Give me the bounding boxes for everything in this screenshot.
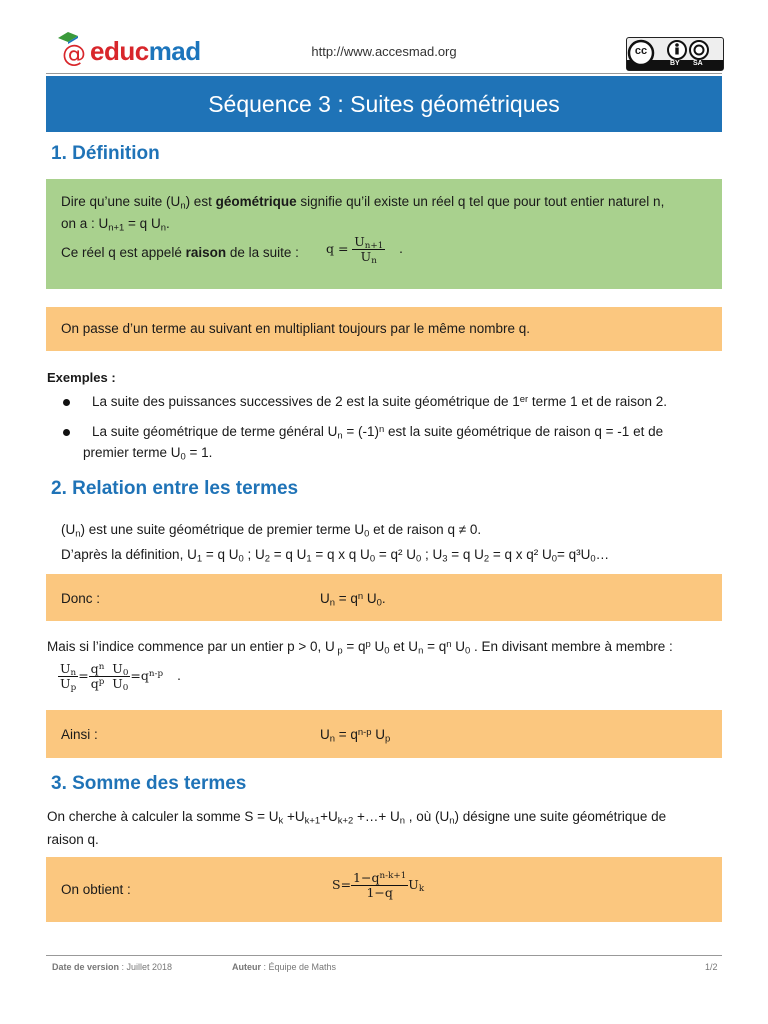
ainsi-box bbox=[46, 710, 722, 758]
examples-title: Exemples : bbox=[47, 370, 116, 385]
cc-license-badge[interactable] bbox=[626, 37, 724, 71]
bullet-icon bbox=[63, 429, 70, 436]
logo[interactable]: educmad bbox=[90, 36, 201, 66]
ainsi-formula: $U_n = q^{n-p}$ $U_p$ bbox=[320, 726, 391, 745]
footer-version: Date de version : Juillet 2018 bbox=[52, 962, 173, 972]
section-heading-definition: 1. Définition bbox=[51, 143, 160, 164]
sa-label: SA bbox=[693, 60, 703, 67]
somme-line-1: On cherche à calculer la somme $S = U_k +U_{k+1}+U_{k+2}$ +…+ $U_n$ , où $(U_n)$ désigne une suite géométrique de bbox=[47, 809, 667, 827]
example-2-line-1: La suite géométrique de terme général $U_n = (-1)^n$ est la suite géométrique de raison q = -1 et de bbox=[92, 423, 664, 442]
mais-line: Mais si l’indice commence par un entier p > 0, U $_p = q^p$ $U_0$ et $U_n = q^n$ $U_0$ . En divisant membre à membre : bbox=[47, 638, 673, 657]
section-heading-somme: 3. Somme des termes bbox=[51, 773, 247, 794]
raison-formula: q = $\frac{U_{n+1}}{U_n}$ . bbox=[326, 234, 403, 266]
note-box bbox=[46, 307, 722, 351]
section-heading-relation: 2. Relation entre les termes bbox=[51, 478, 299, 499]
definition-line-2: on a : $U_{n+1} = q$ $U_n$. bbox=[61, 216, 170, 234]
definition-box bbox=[46, 179, 722, 289]
by-label: BY bbox=[670, 60, 680, 67]
somme-line-2: raison q. bbox=[47, 832, 99, 847]
example-2-line-2: premier terme $U_0 = 1$. bbox=[83, 445, 213, 463]
site-url[interactable]: http://www.accesmad.org bbox=[311, 44, 457, 59]
footer-author: Auteur : Équipe de Maths bbox=[232, 962, 337, 972]
cc-label: cc bbox=[634, 45, 648, 57]
relation-line-1: $(U_n)$ est une suite géométrique de premier terme $U_0$ et de raison q ≠ 0. bbox=[61, 522, 482, 540]
obtient-label: On obtient : bbox=[61, 882, 131, 897]
somme-box bbox=[46, 857, 722, 922]
example-1: La suite des puissances successives de 2 est la suite géométrique de 1er terme 1 et de raison 2. bbox=[92, 393, 667, 409]
donc-label: Donc : bbox=[61, 591, 101, 606]
donc-box bbox=[46, 574, 722, 621]
relation-line-2: D’après la définition, $U_1 = q$ $U_0$ ; $U_2 = q$ $U_1 = q$ x q $U_0 = q^2$ $U_0$ ; $U_3 = q$ $U_2 = q$ x q² $U_0=$ $q^3U_0\dots$ bbox=[61, 547, 610, 565]
footer-page-number: 1/2 bbox=[705, 962, 718, 972]
division-formula: $\frac{U_n}{U_p}$ = $\frac{q^n U_0}{q^p U_0}$ $=q^{n-p}$ . bbox=[60, 661, 181, 693]
note-text: On passe d’un terme au suivant en multipliant toujours par le même nombre q. bbox=[61, 321, 530, 336]
raison-line: Ce réel q est appelé raison de la suite : bbox=[61, 245, 299, 260]
donc-formula: $U_n = q^n$ $U_0$. bbox=[320, 590, 386, 609]
logo-at-symbol: @ bbox=[62, 40, 86, 68]
bullet-icon bbox=[63, 399, 70, 406]
ainsi-label: Ainsi : bbox=[61, 727, 98, 742]
header-divider bbox=[46, 73, 722, 74]
somme-formula: S= $\frac{1-q^{n-k+1}}{1-q}$ $U_k$ bbox=[332, 870, 425, 900]
page-title: Séquence 3 : Suites géométriques bbox=[46, 76, 722, 132]
footer-divider bbox=[46, 955, 722, 956]
definition-line-1: Dire qu’une suite $(U_n)$ est géométrique signifie qu’il existe un réel q tel que pour tout entier naturel n, bbox=[61, 194, 665, 212]
